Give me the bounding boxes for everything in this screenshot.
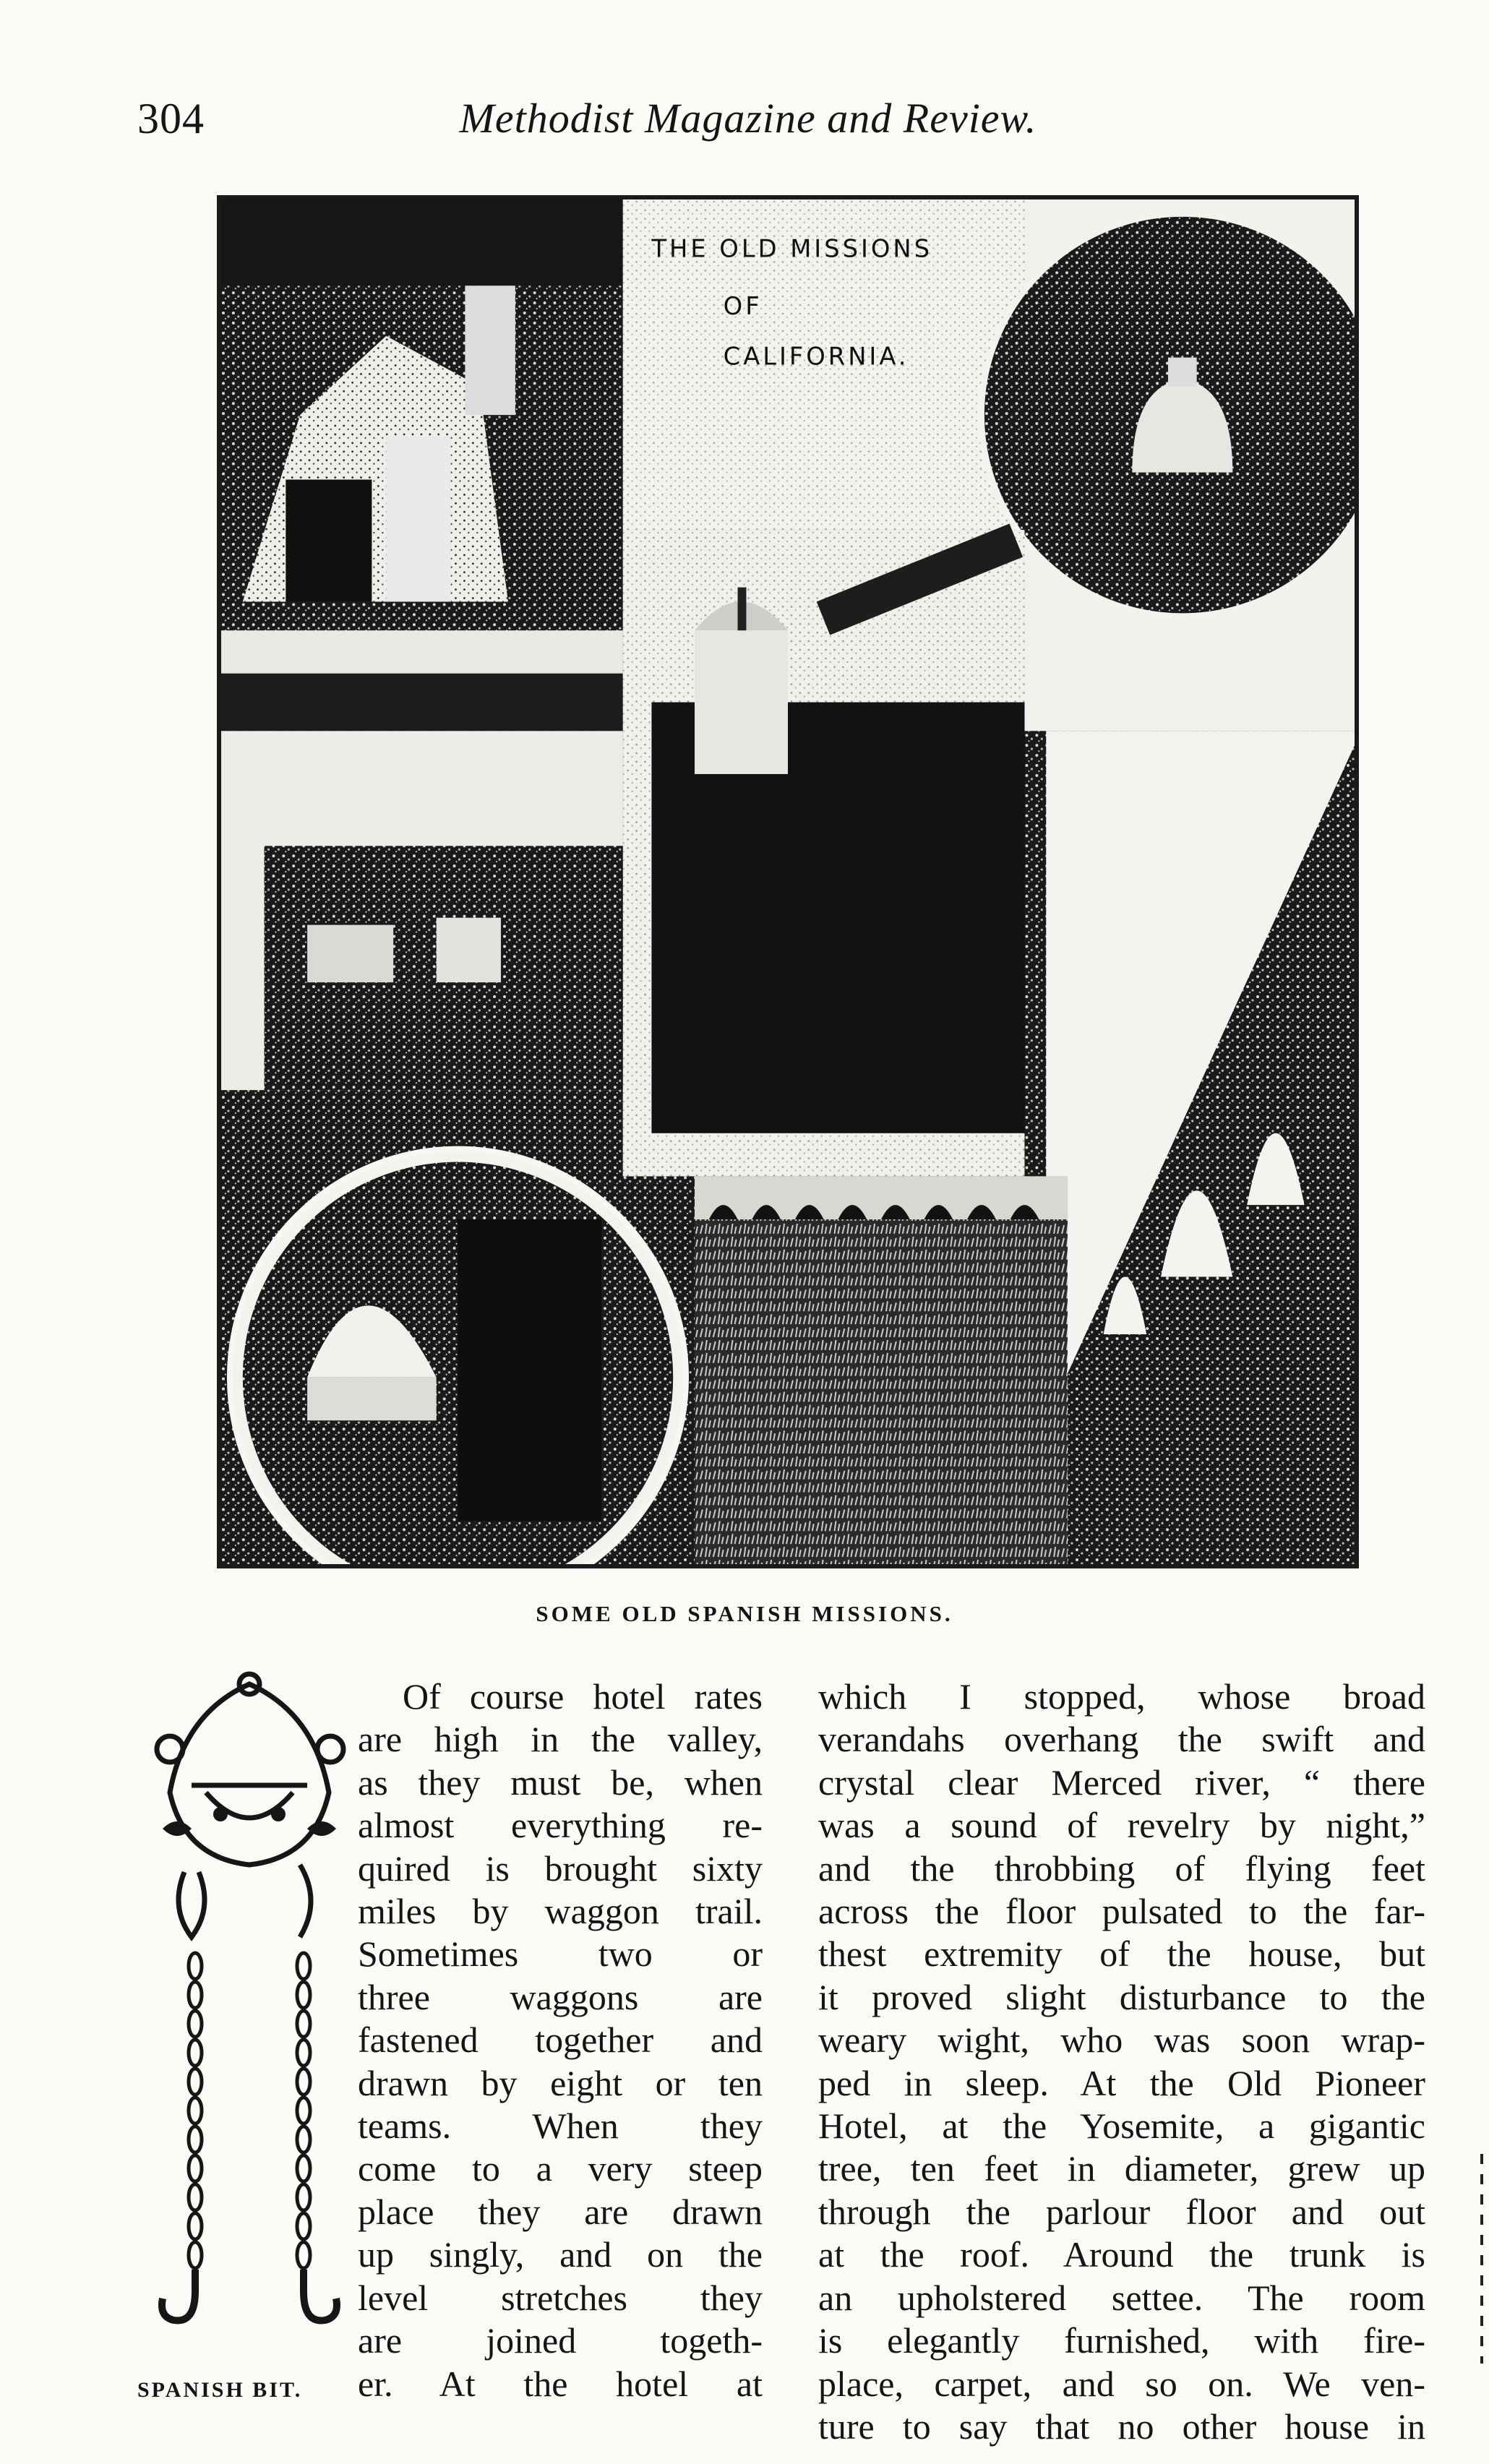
text-line: drawn by eight or ten: [358, 2062, 763, 2103]
courtyard-panel: [695, 1176, 1068, 1564]
missions-illustration: [217, 195, 1359, 1568]
text-line: ped in sleep. At the Old Pioneer: [818, 2062, 1425, 2103]
left-text-column: [358, 1675, 763, 2405]
text-line: fastened together and: [358, 2019, 763, 2061]
text-line: up singly, and on the: [358, 2234, 763, 2275]
text-line: almost everything re-: [358, 1805, 763, 1846]
page-number: 304: [137, 95, 205, 142]
margin-rule: [1480, 2154, 1483, 2364]
text-line: thest extremity of the house, but: [818, 1933, 1425, 1975]
text-line: Sometimes two or: [358, 1933, 763, 1975]
text-line: weary wight, who was soon wrap-: [818, 2019, 1425, 2061]
text-line: through the parlour floor and out: [818, 2191, 1425, 2232]
text-line: miles by waggon trail.: [358, 1891, 763, 1932]
spanish-bit-illustration: [141, 1670, 358, 2356]
village-panel: [221, 731, 623, 1090]
text-line: place they are drawn: [358, 2191, 763, 2232]
text-line: Of course hotel rates: [403, 1676, 763, 1717]
text-line: quired is brought sixty: [358, 1847, 763, 1889]
title-panel: [623, 199, 1025, 530]
right-chain: [297, 1953, 310, 2268]
text-line: as they must be, when: [358, 1761, 763, 1803]
text-line: at the roof. Around the trunk is: [818, 2234, 1425, 2275]
plate-lettering-line-3: CALIFORNIA.: [723, 342, 909, 371]
text-line: was a sound of revelry by night,”: [818, 1805, 1425, 1846]
text-line: Hotel, at the Yosemite, a gigantic: [818, 2105, 1425, 2147]
right-text-column: [818, 1675, 1425, 2448]
page-header: [137, 87, 1359, 152]
text-line: an upholstered settee. The room: [818, 2277, 1425, 2318]
text-line: are joined togeth-: [358, 2320, 763, 2361]
text-line: level stretches they: [358, 2277, 763, 2318]
text-line: er. At the hotel at: [358, 2363, 763, 2404]
text-line: three waggons are: [358, 1976, 763, 2017]
plate-lettering-line-1: THE OLD MISSIONS: [651, 234, 932, 263]
figure-caption: SPANISH BIT.: [137, 2378, 303, 2402]
plate-lettering-line-2: OF: [723, 291, 763, 320]
text-line: is elegantly furnished, with fire-: [818, 2320, 1425, 2361]
church-panel: [221, 199, 623, 731]
text-line: crystal clear Merced river, “ there: [818, 1761, 1425, 1803]
text-line: are high in the valley,: [358, 1719, 763, 1760]
text-line: come to a very steep: [358, 2148, 763, 2189]
plate-caption: SOME OLD SPANISH MISSIONS.: [536, 1601, 953, 1626]
text-line: across the floor pulsated to the far-: [818, 1891, 1425, 1932]
domed-mission-panel: [623, 524, 1025, 1177]
text-line: it proved slight disturbance to the: [818, 1976, 1425, 2017]
text-line: teams. When they: [358, 2105, 763, 2147]
text-line: and the throbbing of flying feet: [818, 1847, 1425, 1889]
left-chain: [189, 1953, 202, 2268]
text-line: ture to say that no other house in: [818, 2405, 1425, 2447]
missions-collage: [221, 199, 1355, 1564]
text-line: which I stopped, whose broad: [818, 1676, 1425, 1717]
running-title: Methodist Magazine and Review.: [459, 95, 1037, 142]
text-line: tree, ten feet in diameter, grew up: [818, 2148, 1425, 2189]
bell-vignette: [982, 199, 1355, 731]
text-line: verandahs overhang the swift and: [818, 1719, 1425, 1760]
arcade-panel: [1046, 731, 1355, 1564]
text-line: place, carpet, and so on. We ven-: [818, 2363, 1425, 2404]
spanish-bit-drawing: [141, 1670, 358, 2356]
